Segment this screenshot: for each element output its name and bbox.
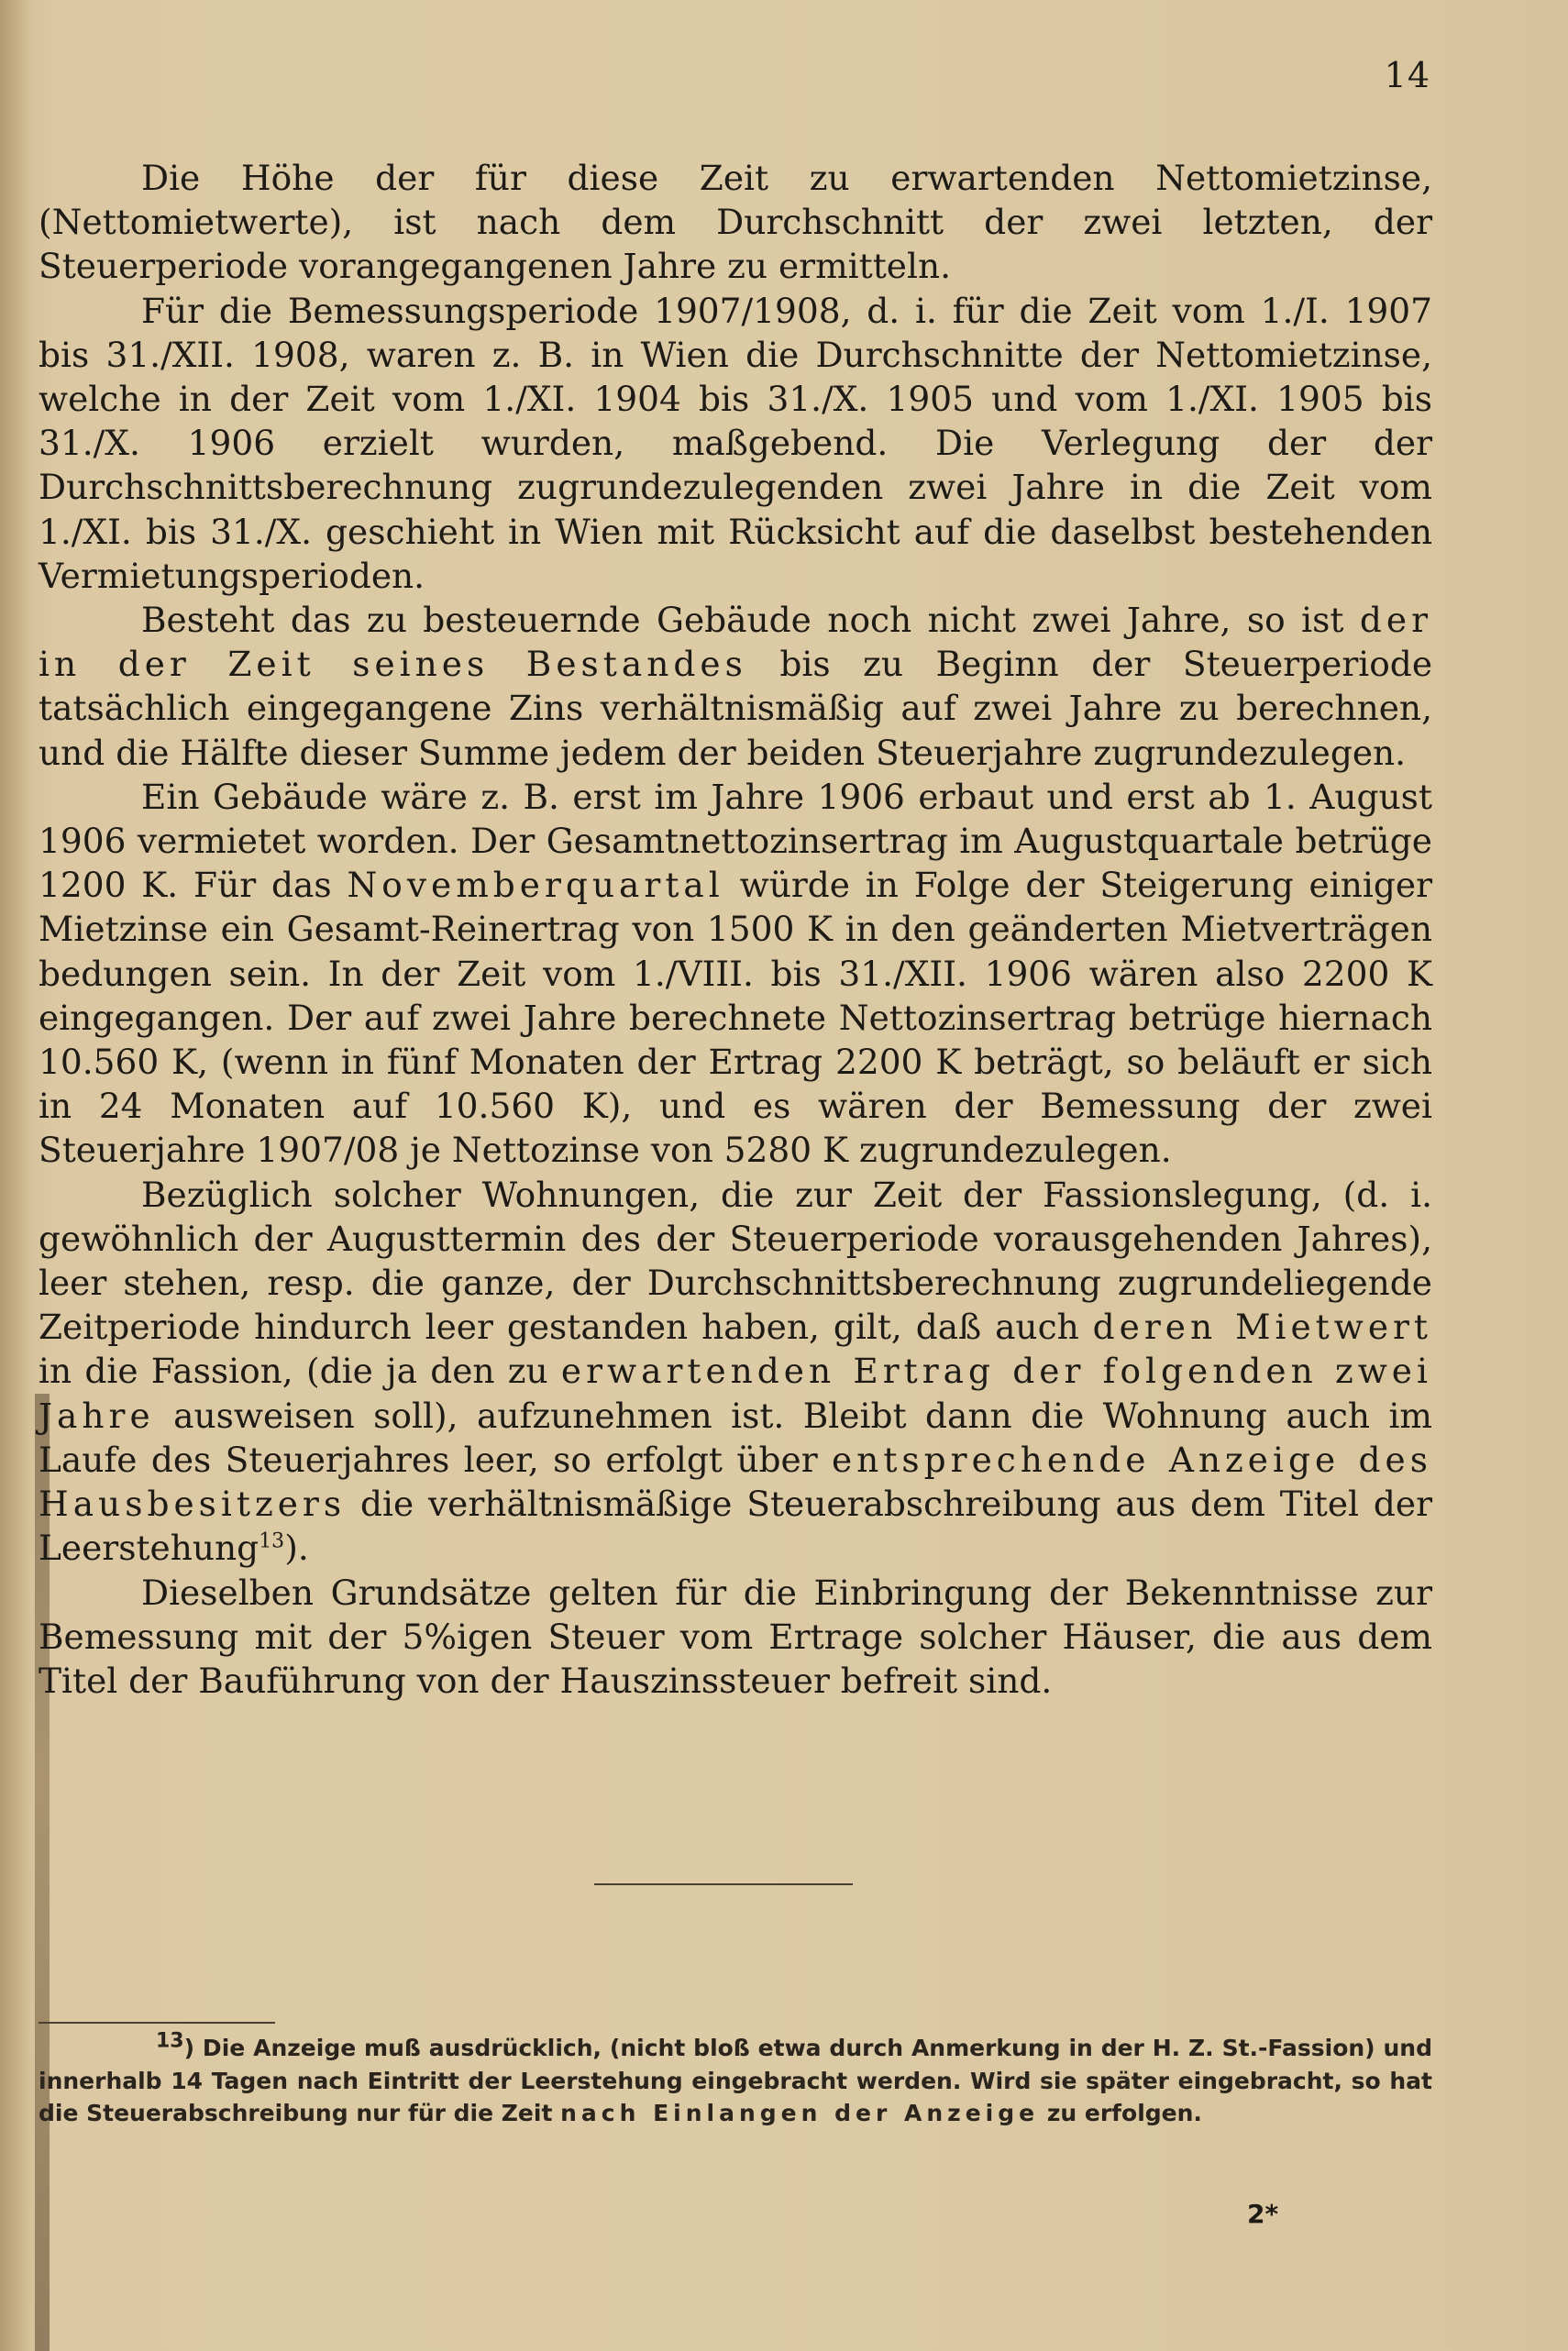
footnote-text: ) Die Anzeige muß ausdrücklich, (nicht bloß etwa durch Anmerkung in der H. Z. St.-Fassion) und innerhalb 14 Tagen nach Eintritt der Leerstehung eingebracht werden. Wird sie später eingebracht, so hat die Steuerabschreibung nur für die Zeit (39, 2035, 1432, 2126)
section-divider (594, 1883, 853, 1885)
paragraph-4 (39, 775, 1432, 1173)
paragraph-5-text: Bezüglich solcher Wohnungen, die zur Zeit der Fassionslegung, (d. i. gewöhnlich der Augusttermin des der Steuerperiode vorausgehenden Jahres), leer stehen, resp. die ganze, der Durchschnittsberechnung zugrundeliegende Zeitperiode hindurch leer gestanden haben, gilt, daß auch (39, 1174, 1432, 1348)
page-binding-edge (0, 0, 31, 2351)
paragraph-5-text: ausweisen soll), aufzunehmen ist. Bleibt dann die Wohnung auch im Laufe des Steuerjahres leer, so erfolgt über (39, 1395, 1432, 1480)
footnote-text: zu erfolgen. (1046, 2100, 1202, 2126)
paragraph-3-text: bis zu Beginn der Steuerperiode tatsächlich eingegangene Zins verhältnismäßig auf zwei Jahre zu berechnen, und die Hälfte dieser Summe jedem der beiden Steuerjahre zugrundezulegen. (39, 644, 1433, 773)
footnote-number: 13 (156, 2029, 184, 2053)
paragraph-1: Die Höhe der für diese Zeit zu erwartenden Nettomietzinse, (Nettomietwerte), ist nach dem Durchschnitt der zwei letzten, der Steuerperiode vorangegangenen Jahre zu ermitteln. (39, 158, 1432, 287)
page-number: 14 (1384, 55, 1430, 95)
paragraph-4-text: Ein Gebäude wäre z. B. erst im Jahre 1906 erbaut und erst ab 1. August 1906 vermietet worden. Der Gesamtnettozinsertrag im Augustquartale betrüge 1200 K. Für das (39, 776, 1432, 906)
printer-signature-mark: 2* (1247, 2199, 1279, 2229)
paragraph-5-text: ). (284, 1528, 309, 1569)
paragraph-6: Dieselben Grundsätze gelten für die Einbringung der Bekenntnisse zur Bemessung mit der 5%igen Steuer vom Ertrage solcher Häuser, die aus dem Titel der Bauführung von der Hauszinssteuer befreit sind. (39, 1572, 1432, 1701)
footnote-reference: 13 (259, 1529, 285, 1553)
paragraph-2: Für die Bemessungsperiode 1907/1908, d. i. für die Zeit vom 1./I. 1907 bis 31./XII. 1908, waren z. B. in Wien die Durchschnitte der Nettomietzinse, welche in der Zeit vom 1./XI. 1904 bis 31./X. 1905 und vom 1./XI. 1905 bis 31./X. 1906 erzielt wurden, maßgebend. Die Verlegung der der Durchschnittsberechnung zugrundezulegenden zwei Jahre in die Zeit vom 1./XI. bis 31./X. geschieht in Wien mit Rücksicht auf die daselbst bestehenden Vermietungsperioden. (39, 290, 1432, 596)
main-text (39, 156, 1432, 1703)
spaced-phrase: erwartenden Ertrag der folgenden zwei Jahre (39, 1351, 1432, 1436)
spaced-phrase: deren Mietwert (1092, 1307, 1433, 1348)
spaced-phrase: Novemberquartal (347, 865, 724, 906)
paragraph-3 (39, 598, 1432, 775)
spaced-phrase: der in der Zeit seines Bestandes (39, 600, 1432, 685)
footnote-separator (39, 2022, 275, 2024)
spaced-phrase: nach Einlangen der Anzeige (560, 2100, 1040, 2126)
footnote-13 (39, 2029, 1432, 2130)
footnote (39, 2029, 1432, 2130)
spaced-phrase: entsprechende Anzeige des Hausbesitzers (39, 1439, 1432, 1525)
paragraph-5 (39, 1173, 1432, 1571)
paragraph-4-text: würde in Folge der Steigerung einiger Mietzinse ein Gesamt-Reinertrag von 1500 K in den geänderten Mietverträgen bedungen sein. In der Zeit vom 1./VIII. bis 31./XII. 1906 wären also 2200 K eingegangen. Der auf zwei Jahre berechnete Nettozinsertrag betrüge hiernach 10.560 K, (wenn in fünf Monaten der Ertrag 2200 K beträgt, so beläuft er sich in 24 Monaten auf 10.560 K), und es wären der Bemessung der zwei Steuerjahre 1907/08 je Nettozinse von 5280 K zugrundezulegen. (39, 865, 1432, 1171)
paragraph-3-text: Besteht das zu besteuernde Gebäude noch nicht zwei Jahre, so ist (141, 600, 1344, 641)
paragraph-5-text: die verhältnismäßige Steuerabschreibung aus dem Titel der Leerstehung (39, 1484, 1432, 1569)
paragraph-5-text: in die Fassion, (die ja den zu (39, 1351, 548, 1392)
